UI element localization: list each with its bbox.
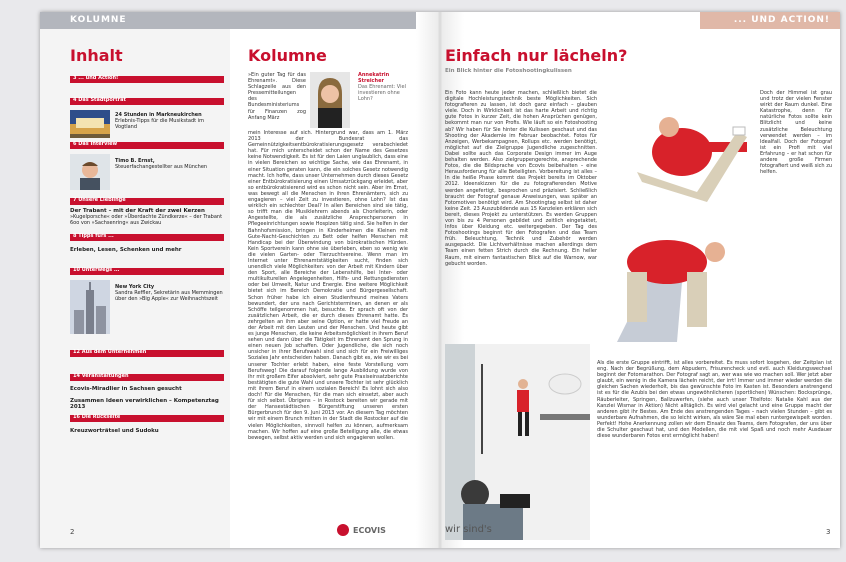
toc-section-bar: 8 Tipps fürs ... [70, 234, 224, 241]
author-caption: Annekatrin Streicher Das Ehrenamt: Viel investieren ohne Lohn? [358, 72, 406, 102]
toc-entry-back[interactable]: Kreuzworträtsel und Sudoku [70, 428, 159, 434]
column-body-text: mein Interesse auf sich. Hintergrund war, dass am 1. März 2013 der Bundesrat das Gemeinnützigkeitsentbürokratisierungsgesetz verabschiedet hat. Für mich unterscheidet schon der Name des Gesetzes keine Notwendigkeit. Es ist für den Laien unglaublich, dass eine in vielen Bereichen so wichtige Sache, wie das Ehrenamt, in einer Situation geraten kann, die ein solches Gesetz notwendig macht. Ich hoffe, dass unser Unternehmen durch dieses Gesetz einer Entbürokratisierung einen Umsatzrückgang erleidet, aber so entbürokratisierend wird es schon nicht sein. Aber im Ernst, was bewegt all die Menschen in ihren Ehrenämtern, sich zu engagieren – viel Zeit zu investieren, ohne Lohn? Ist das wirklich ein schlechter Deal? In allen Bereichen sind sie tätig, so trifft man die Musiklehrern abends als Chorleiterin, oder Angestellte, die als zusätzliche Ansprechpersonen in Pflegeeinrichtungen sowie Hospizen tätig sind. Sie helfen in der Bahnhofsmission, bringen in Kinderheimen die Kleinen mit Gute-Nacht-Geschichten zu Bett oder helfen Menschen mit Handicap bei der Überwindung von bürokratischen Hürden. Kein Sportverein kann ohne sie überleben, eben so wenig wie die vielen Garten- oder Tierzuchtvereine. Wenn man im Internet unter Ehrenamtstätigkeiten sucht, finden sich unendlich viele Möglichkeiten: von der Arbeit mit Kindern über den Sport, alle Bereiche der Lebenshilfe, bei Inter- oder multikulturellen Angelegenheiten, Hilfs- und Rettungsdiensten oder bei Umwelt, Natur und Energie. Eine weitere Möglichkeit bietet sich im Bereich Demokratie und Bürgergesellschaft. Schon früher habe ich einen Studienfreund meines Vaters bewundert, der uns nach Gerichtsterminen, an denen er als Schöffe teilgenommen hat, besuchte. Er sprach oft von der zusätzlichen Arbeit, die er durch dieses Ehrenamt hatte. Es zehrgelten an ihm aber seine Option, er hatte viel Freude an der Arbeit mit den Leuten und der Menschen. Und heute gibt es junge Menschen, die keine Arbeitsmöglichkeit in ihrem Beruf sehen und dann über die Tätigkeit im Ehrenamt den Sprung in einen neuen Job schaffen. Oder Jugendliche, die sich noch unsicher in ihrer Berufswahl sind und sich für ein Freiwilliges Soziales Jahr entscheiden haben. Danach gibt es, wie wir es bei unserer Tochter erlebt haben, eine feste Vorstellung vom Berufsweg! Die darauf folgende lange Ausbildung wurde von ihr mit großem Eifer absolviert, sehr gute Praxiseinsatzberichte bestätigten die gute Wahl und unsere Tochter ist sehr glücklich mit ihrem Beruf in einem sozialen Bereich! Es lohnt sich also doch! Für die Menschen, für die man sich einsetzt, aber auch für sich selbst. Übrigens – in Rostock bereiten wir gerade mit der Hansestädtischen Bürgerstiftung unseren ersten Bürgerbrunch für den 9. Juni 2013 vor. An diesem Tag möchten wir mit einem Brunch mitten in der Stadt die Rostocker auf die vielen Möglichkeiten, sinnvoll helfen zu können, aufmerksam machen. Wir hoffen auf eine große Beteiligung alle, die etwas bewegen, selbst aktiv werden und sich engagieren wollen. [248, 130, 408, 441]
toc-section-bar: 14 Veranstaltungen [70, 374, 224, 381]
toc-title: Inhalt [70, 46, 123, 65]
column-title: Kolumne [248, 46, 327, 65]
toc-section-bar: 6 Das Interview [70, 142, 224, 149]
city-thumbnail [70, 110, 110, 138]
article-subhead: Ein Blick hinter die Fotoshootingkulissen [445, 68, 572, 74]
leapfrog-photo [597, 92, 757, 342]
article-col1-text: Ein Foto kann heute jeder machen, schließlich bietet die digitale Hochleistungstechnik beste Möglichkeiten. Sich fotografieren zu lassen, ist doch ganz einfach – glauben viele. Doch in Wirklichkeit ist das harte Arbeit und richtig gute Fotos in kurzer Zeit, die hohen Ansprüchen genügen, bekommt man nur von Profis. Wie läuft so ein Fotoshooting ab? Wir haben für Sie hinter die Kulissen geschaut und das Shooting der Akademie im Februar beobachtet. Fotos für Anzeigen, Werbekampagnen, Rollups etc. werden benötigt, möglichst auf die Zielgruppe Jugendliche zugeschnitten. Dabei sollte auch das Corporate Design immer im Auge behalten werden. Also zielgruppengerechte, ansprechende Fotos, die die Bildsprache von Ecovis beibehalten – eine Herausforderung für alle Beteiligten. Vorbereitung ist alles – In die heiße Phase kommt das Projekt bereits im Oktober 2012. Ideenskizzen für die zu fotografierenden Motive werden angefertigt, besprochen und präzisiert. Schließlich braucht der Fotograf genaue Anweisungen, was später an Fotomotiven benötigt wird. Am Shootingtag selbst ist daher keine Zeit. 23 Auszubildende aus 15 Kanzleien erklären sich bereit, dieses Projekt zu unterstützen. Es werden Gruppen von bis zu 4 Personen gebildet und zeitlich eingetaktet, Infos über Kleidung etc. weitergegeben. Der Tag des Fotoshootings beginnt für den Fotografen und das Team früh. Beleuchtung, Technik und Zubehör werden ausgepackt. Die Lichtverhältnisse machen allerdings dem Team einen fetten Strich durch die Rechnung. Ein heller Raum, mit einem fantastischen Blick auf die Warnow, war gebucht worden. [445, 90, 597, 267]
toc-section-bar: 16 Die Rückseite [70, 415, 224, 422]
toc-section-bar: 3 ... und Action! [70, 76, 224, 83]
page-number-right: 3 [826, 528, 831, 536]
toc-section-bar: 4 Das Stadtporträt [70, 98, 224, 105]
toc-entry-favorites[interactable]: Der Trabant – mit der Kraft der zwei Kerzen »Kugelporsche« oder »Überdachte Zündkerze« – der Trabant 6oo von »Sachsenring« aus Zwickau [70, 208, 223, 226]
article-col3-text: Als die erste Gruppe eintrifft, ist alles vorbereitet. Es muss sofort losgehen, der Zeitplan ist eng. Nach der Begrüßung, dem Abpudern, Frisurencheck und evtl. auch Kleidungswechsel beginnt der Fotomarathon. Der Fotograf sagt an, wer was wie wo machen soll. Wer jetzt aber glaubt, ein wenig in die Kamera lächeln reicht, der irrt! Immer und immer wieder werden die gleichen Sachen wiederholt, bis das gewünschte Foto im Kasten ist. Besonders anstrengend ist es für die Azubis bei den etwas ungewöhnlicheren (sportlichen) Wünschen: Bocksprünge, Räuberleiter, Springen, Ballzuwerfen, (siehe auch unser Titelfoto: Natalie Kahl aus der Kanzlei Wismar in Aktion) Nicht alltäglich. Es wird viel gelacht und eine Gruppe macht der anderen gibt ihr Bestes. Am Ende des anstrengenden Tages – nach vielen Stunden – gibt es wunderbare Aufnahmen, die so leicht wirken, als wäre Sie mal eben runtergewispelt worden. Perfekt! Hohe Anerkennung zollen wir dem Einsatz des Teams, dem Fotografen, der uns über die Schulter geschaut hat, und den Modellen, die mit viel Spaß und noch mehr Ausdauer diese wunderbaren Fotos erst ermöglicht haben! [597, 360, 832, 440]
toc-section-bar: 7 Unsere Lieblinge [70, 198, 224, 205]
magazine-footer: wir sind's [445, 524, 492, 535]
header-band-left [40, 12, 416, 29]
page-number-left: 2 [70, 528, 75, 536]
magazine-spread [40, 12, 840, 548]
toc-entry-travel[interactable]: New York City Sandra Reffler, Sekretärin aus Memmingen über den »Big Apple« zur Weihnachtszeit [115, 284, 223, 302]
toc-entry-tips[interactable]: Erleben, Lesen, Schenken und mehr [70, 247, 182, 253]
author-portrait [310, 72, 350, 128]
toc-section-bar: 12 Aus dem Unternehmen [70, 350, 224, 357]
toc-section-bar: 10 Unterwegs ... [70, 268, 224, 275]
newyork-thumbnail [70, 280, 110, 334]
column-intro-text: »Ein guter Tag für das Ehrenamt«. Diese Schlagzeile aus den Pressemitteilungen des Bundesministeriums für Finanzen zog Anfang März [248, 72, 306, 121]
header-band-right [700, 12, 840, 29]
toc-entry-city[interactable]: 24 Stunden in Markneukirchen Erlebnis-Tipps für die Musikstadt im Vogtland [115, 112, 204, 130]
toc-entry-interview[interactable]: Timo B. Ernst, Steuerfachangestellter aus München [115, 158, 208, 170]
article-headline: Einfach nur lächeln? [445, 46, 628, 65]
studio-photo [445, 344, 590, 540]
toc-entry-events[interactable]: Ecovis-Miradlier in Sachsen gesucht Zusammen Ideen verwirklichen – Kompetenztag 2013 [70, 386, 219, 410]
ecovis-logo: ECOVIS [337, 524, 401, 538]
band-label-right: ... UND ACTION! [733, 15, 830, 25]
interview-thumbnail [70, 154, 110, 190]
band-label-left: KOLUMNE [70, 15, 127, 25]
article-col2-text: Doch der Himmel ist grau und trotz der vielen Fenster wirkt der Raum dunkel. Eine Katastrophe, denn für natürliche Fotos sollte kein Blitzlicht und keine zusätzliche Beleuchtung verwendet werden – im Idealfall. Doch der Fotograf ist ein Profi mit viel Erfahrung – er hat schon für andere große Firmen fotografiert und weiß sich zu helfen. [760, 90, 832, 176]
